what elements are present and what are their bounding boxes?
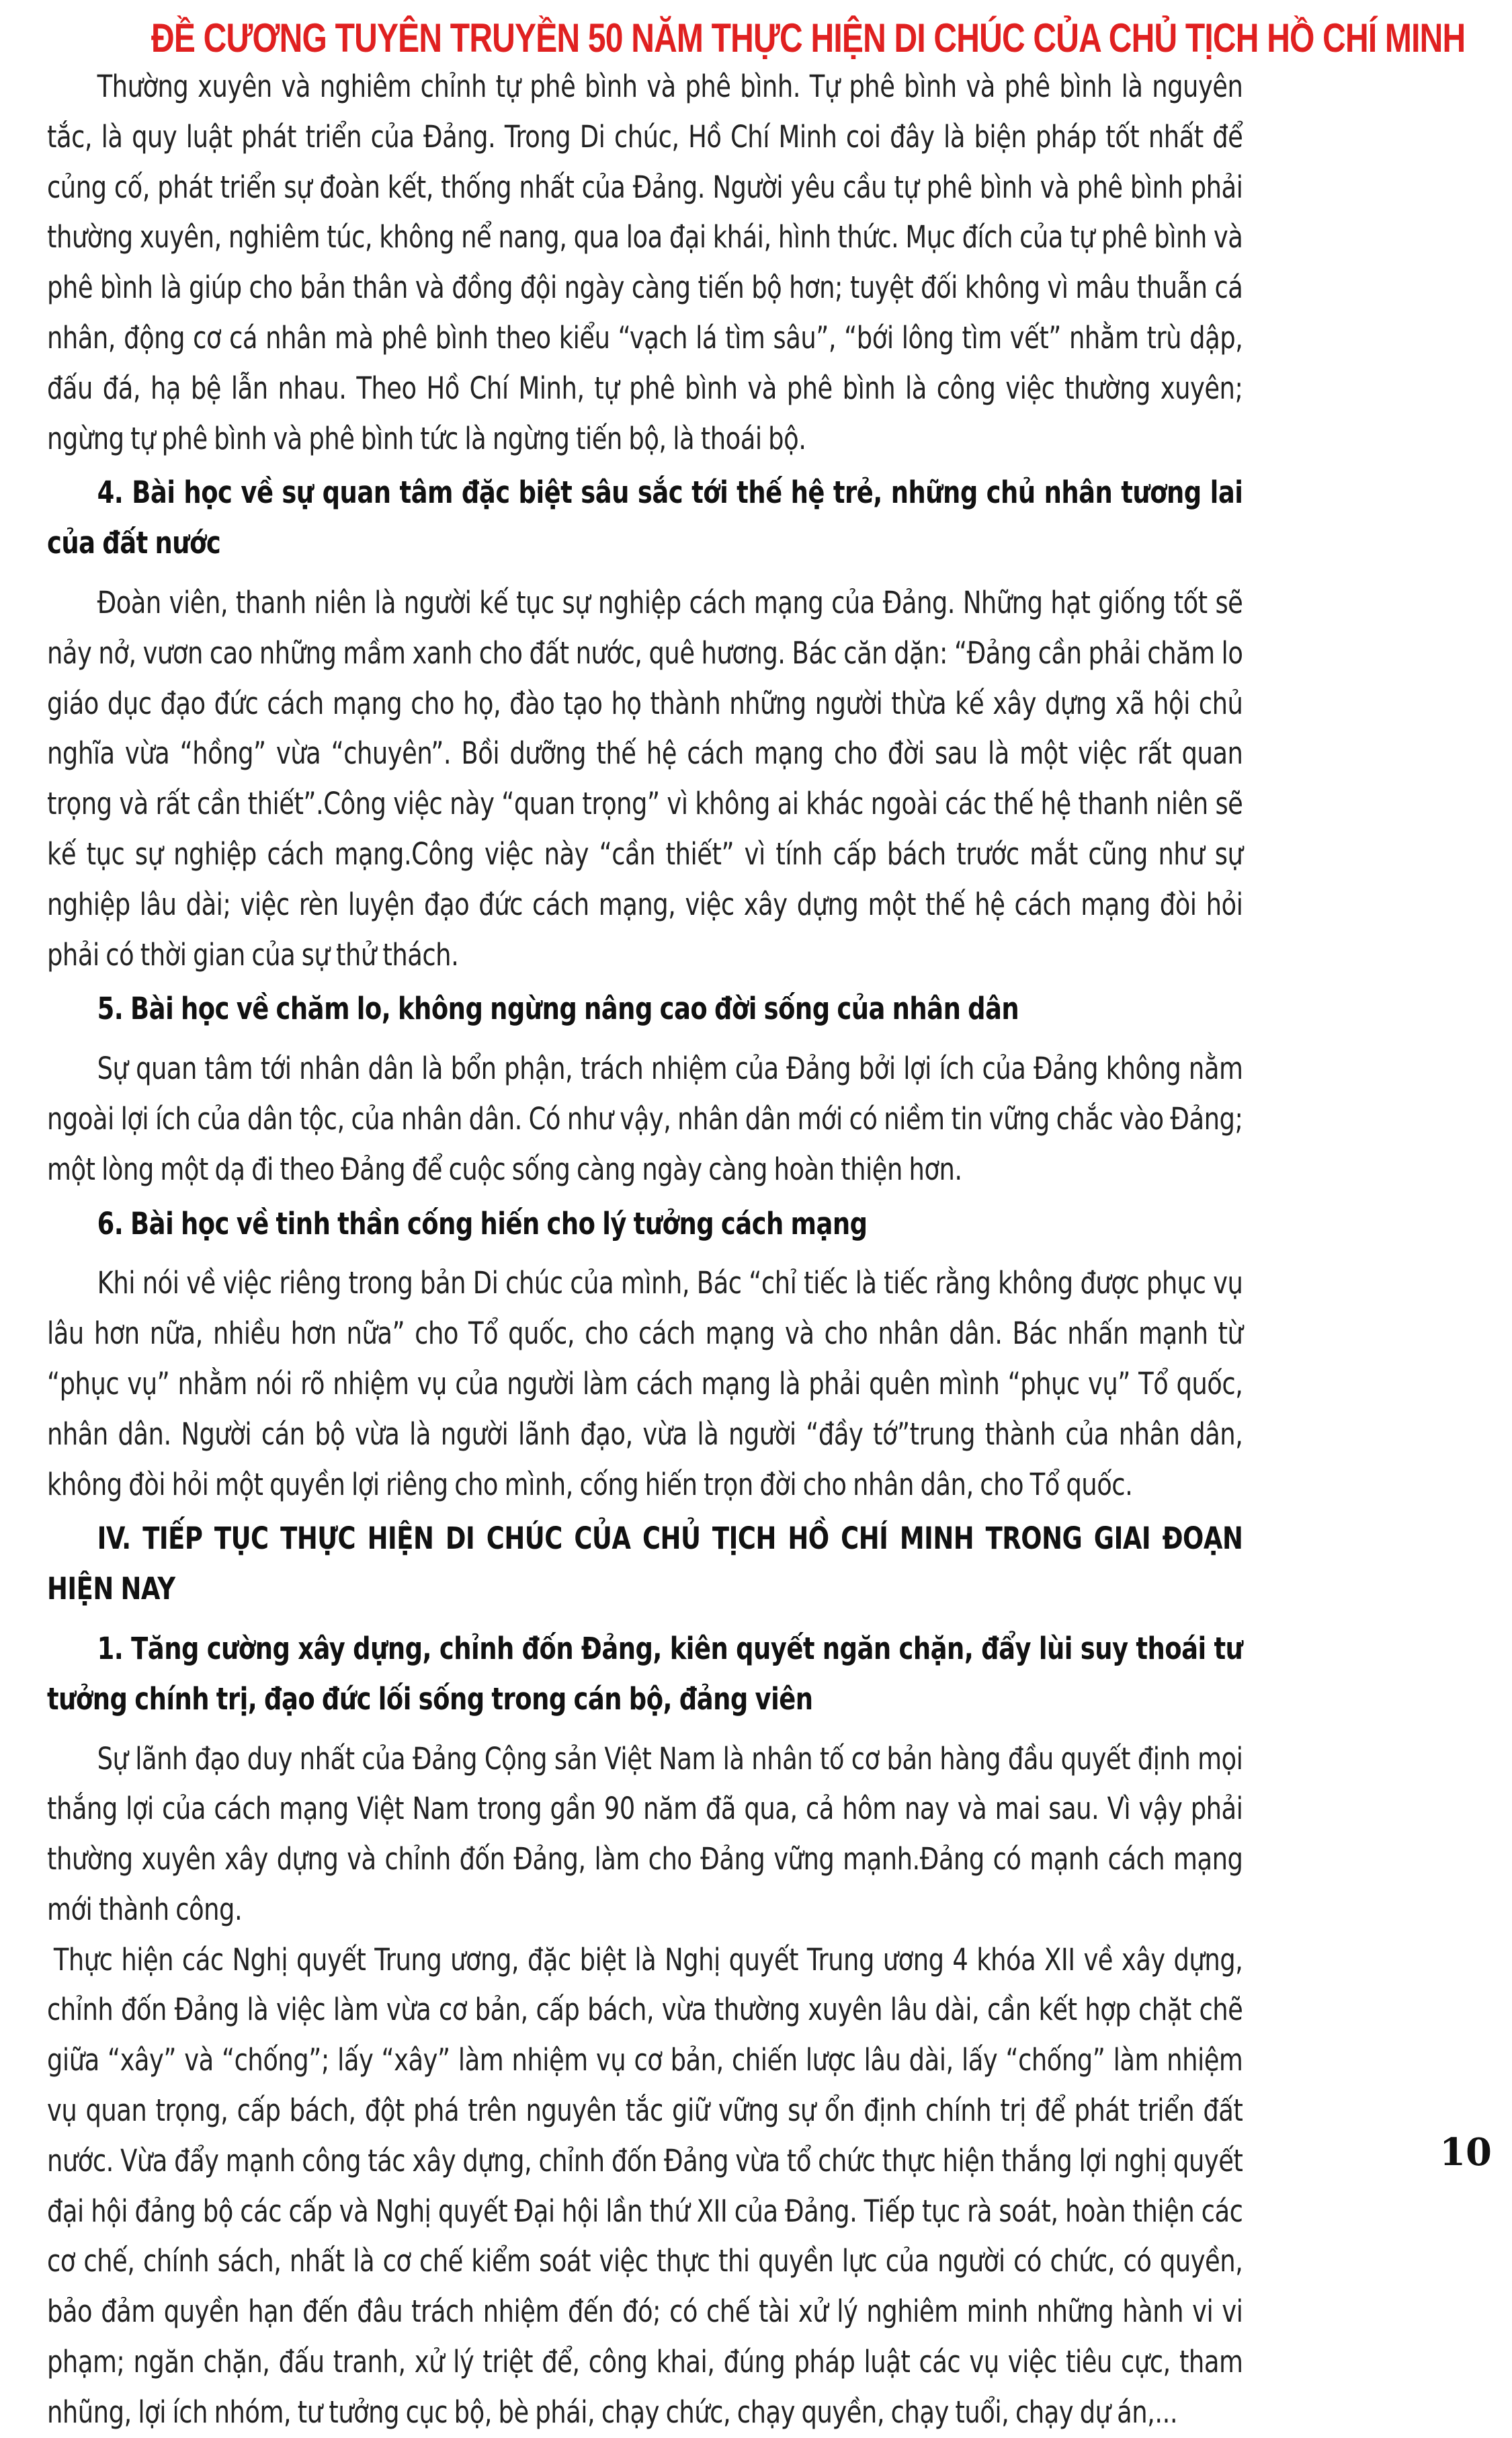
- subsection-heading-1: 1. Tăng cường xây dựng, chỉnh đốn Đảng, kiên quyết ngăn chặn, đẩy lùi suy thoái tư tưởng chính trị, đạo đức lối sống trong cán bộ, đảng viên: [47, 1630, 1243, 1717]
- section-heading-5: 5. Bài học về chăm lo, không ngừng nâng cao đời sống của nhân dân: [97, 991, 1019, 1027]
- paragraph-dedication: Khi nói về việc riêng trong bản Di chúc của mình, Bác “chỉ tiếc là tiếc rằng không được phục vụ lâu hơn nữa, nhiều hơn nữa” cho Tổ quốc, cho cách mạng và cho nhân dân. Bác nhấn mạnh từ “phục vụ” nhằm nói rõ nhiệm vụ của người làm cách mạng là phải quên mình “phục vụ” Tổ quốc, nhân dân. Người cán bộ vừa là người lãnh đạo, vừa là người “đầy tớ”trung thành của nhân dân, không đòi hỏi một quyền lợi riêng cho mình, cống hiến trọn đời cho nhân dân, cho Tổ quốc.: [47, 1265, 1243, 1502]
- section-heading-iv: IV. TIẾP TỤC THỰC HIỆN DI CHÚC CỦA CHỦ TỊCH HỒ CHÍ MINH TRONG GIAI ĐOẠN HIỆN NAY: [47, 1520, 1243, 1607]
- paragraph-self-criticism: Thường xuyên và nghiêm chỉnh tự phê bình và phê bình. Tự phê bình và phê bình là nguyên tắc, là quy luật phát triển của Đảng. Trong Di chúc, Hồ Chí Minh coi đây là biện pháp tốt nhất để củng cố, phát triển sự đoàn kết, thống nhất của Đảng. Người yêu cầu tự phê bình và phê bình phải thường xuyên, nghiêm túc, không nể nang, qua loa đại khái, hình thức. Mục đích của tự phê bình và phê bình là giúp cho bản thân và đồng đội ngày càng tiến bộ hơn; tuyệt đối không vì mâu thuẫn cá nhân, động cơ cá nhân mà phê bình theo kiểu “vạch lá tìm sâu”, “bới lông tìm vết” nhằm trù dập, đấu đá, hạ bệ lẫn nhau. Theo Hồ Chí Minh, tự phê bình và phê bình là công việc thường xuyên; ngừng tự phê bình và phê bình tức là ngừng tiến bộ, là thoái bộ.: [47, 69, 1243, 456]
- page-number: 10: [1439, 2130, 1492, 2175]
- page-header-title: ĐỀ CƯƠNG TUYÊN TRUYỀN 50 NĂM THỰC HIỆN DI CHÚC CỦA CHỦ TỊCH HỒ CHÍ MINH: [151, 15, 1466, 60]
- section-heading-6: 6. Bài học về tinh thần cống hiến cho lý tưởng cách mạng: [97, 1205, 868, 1242]
- paragraph-party-leadership: Sự lãnh đạo duy nhất của Đảng Cộng sản Việt Nam là nhân tố cơ bản hàng đầu quyết định mọi thắng lợi của cách mạng Việt Nam trong gần 90 năm đã qua, cả hôm nay và mai sau. Vì vậy phải thường xuyên xây dựng và chỉnh đốn Đảng, làm cho Đảng vững mạnh.Đảng có mạnh cách mạng mới thành công.: [47, 1740, 1243, 1927]
- document-body: [47, 62, 1243, 2438]
- paragraph-youth: Đoàn viên, thanh niên là người kế tục sự nghiệp cách mạng của Đảng. Những hạt giống tốt sẽ nảy nở, vươn cao những mầm xanh cho đất nước, quê hương. Bác căn dặn: “Đảng cần phải chăm lo giáo dục đạo đức cách mạng cho họ, đào tạo họ thành những người thừa kế xây dựng xã hội chủ nghĩa vừa “hồng” vừa “chuyên”. Bồi dưỡng thế hệ cách mạng cho đời sau là một việc rất quan trọng và rất cần thiết”.Công việc này “quan trọng” vì không ai khác ngoài các thế hệ thanh niên sẽ kế tục sự nghiệp cách mạng.Công việc này “cần thiết” vì tính cấp bách trước mắt cũng như sự nghiệp lâu dài; việc rèn luyện đạo đức cách mạng, việc xây dựng một thế hệ cách mạng đòi hỏi phải có thời gian của sự thử thách.: [47, 584, 1243, 973]
- section-heading-4: 4. Bài học về sự quan tâm đặc biệt sâu sắc tới thế hệ trẻ, những chủ nhân tương lai của đất nước: [47, 475, 1243, 561]
- paragraph-people: Sự quan tâm tới nhân dân là bổn phận, trách nhiệm của Đảng bởi lợi ích của Đảng không nằm ngoài lợi ích của dân tộc, của nhân dân. Có như vậy, nhân dân mới có niềm tin vững chắc vào Đảng; một lòng một dạ đi theo Đảng để cuộc sống càng ngày càng hoàn thiện hơn.: [47, 1051, 1243, 1187]
- paragraph-resolutions: Thực hiện các Nghị quyết Trung ương, đặc biệt là Nghị quyết Trung ương 4 khóa XII về xây dựng, chỉnh đốn Đảng là việc làm vừa cơ bản, cấp bách, vừa thường xuyên lâu dài, cần kết hợp chặt chẽ giữa “xây” và “chống”; lấy “xây” làm nhiệm vụ cơ bản, chiến lược lâu dài, lấy “chống” làm nhiệm vụ quan trọng, cấp bách, đột phá trên nguyên tắc giữ vững sự ổn định chính trị để phát triển đất nước. Vừa đẩy mạnh công tác xây dựng, chỉnh đốn Đảng vừa tổ chức thực hiện thắng lợi nghị quyết đại hội đảng bộ các cấp và Nghị quyết Đại hội lần thứ XII của Đảng. Tiếp tục rà soát, hoàn thiện các cơ chế, chính sách, nhất là cơ chế kiểm soát việc thực thi quyền lực của người có chức, có quyền, bảo đảm quyền hạn đến đâu trách nhiệm đến đó; có chế tài xử lý nghiêm minh những hành vi vi phạm; ngăn chặn, đấu tranh, xử lý triệt để, công khai, đúng pháp luật các vụ việc tiêu cực, tham nhũng, lợi ích nhóm, tư tưởng cục bộ, bè phái, chạy chức, chạy quyền, chạy tuổi, chạy dự án,...: [47, 1941, 1243, 2430]
